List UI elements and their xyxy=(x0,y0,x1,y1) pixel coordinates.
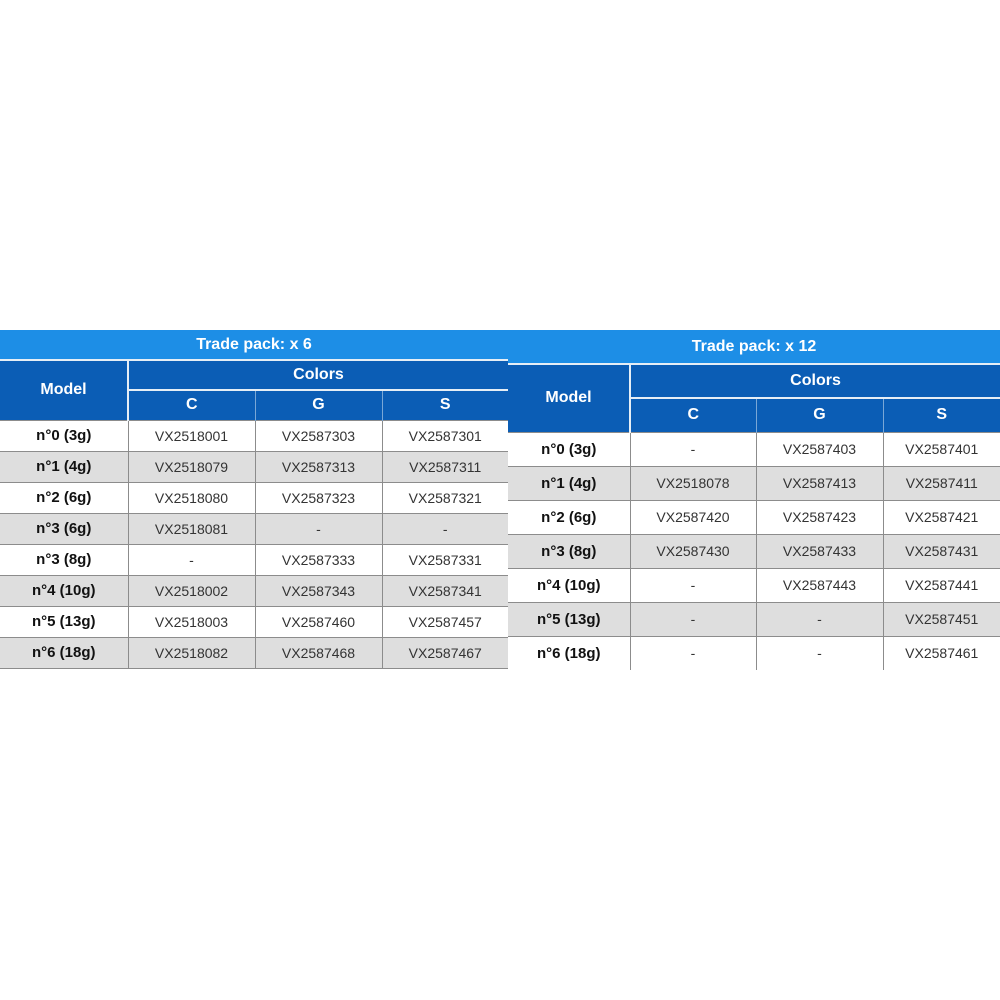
sku-cell: - xyxy=(630,432,756,466)
model-cell: n°3 (8g) xyxy=(508,534,630,568)
table-row xyxy=(0,513,508,544)
model-cell: n°4 (10g) xyxy=(0,575,128,606)
sku-cell: - xyxy=(630,636,756,670)
sku-cell: VX2587411 xyxy=(883,466,1000,500)
sku-cell: VX2518079 xyxy=(128,451,255,482)
sku-cell: VX2587423 xyxy=(756,500,883,534)
colors-header: Colors xyxy=(630,364,1000,398)
sku-cell: VX2518080 xyxy=(128,482,255,513)
model-header: Model xyxy=(508,364,630,432)
color-column-g: G xyxy=(756,398,883,432)
sku-cell: VX2587443 xyxy=(756,568,883,602)
model-cell: n°0 (3g) xyxy=(508,432,630,466)
sku-cell: VX2587460 xyxy=(255,606,382,637)
color-column-c: C xyxy=(630,398,756,432)
table-row xyxy=(0,451,508,482)
sku-cell: VX2587431 xyxy=(883,534,1000,568)
model-cell: n°6 (18g) xyxy=(508,636,630,670)
table-row xyxy=(508,602,1000,636)
model-cell: n°5 (13g) xyxy=(508,602,630,636)
table-row xyxy=(0,606,508,637)
sku-cell: VX2518002 xyxy=(128,575,255,606)
sku-cell: VX2587321 xyxy=(382,482,508,513)
model-cell: n°1 (4g) xyxy=(508,466,630,500)
color-column-s: S xyxy=(382,390,508,420)
sku-cell: VX2518001 xyxy=(128,420,255,451)
sku-cell: VX2587441 xyxy=(883,568,1000,602)
model-header: Model xyxy=(0,360,128,420)
sku-cell: VX2587451 xyxy=(883,602,1000,636)
sku-cell: - xyxy=(255,513,382,544)
model-cell: n°5 (13g) xyxy=(0,606,128,637)
sku-cell: VX2587430 xyxy=(630,534,756,568)
sku-cell: VX2587333 xyxy=(255,544,382,575)
sku-cell: VX2587413 xyxy=(756,466,883,500)
sku-cell: VX2587311 xyxy=(382,451,508,482)
sku-cell: VX2518081 xyxy=(128,513,255,544)
color-column-c: C xyxy=(128,390,255,420)
trade-pack-12-table xyxy=(508,330,1000,670)
sku-cell: - xyxy=(128,544,255,575)
sku-cell: VX2587301 xyxy=(382,420,508,451)
sku-cell: VX2587303 xyxy=(255,420,382,451)
colors-header: Colors xyxy=(128,360,508,390)
table-row xyxy=(0,637,508,668)
table-row xyxy=(0,544,508,575)
sku-cell: VX2587457 xyxy=(382,606,508,637)
sku-cell: VX2518082 xyxy=(128,637,255,668)
sku-cell: VX2587467 xyxy=(382,637,508,668)
table-row xyxy=(508,568,1000,602)
sku-cell: VX2518078 xyxy=(630,466,756,500)
model-cell: n°3 (6g) xyxy=(0,513,128,544)
table-row xyxy=(508,636,1000,670)
sku-cell: VX2587341 xyxy=(382,575,508,606)
sku-cell: VX2587468 xyxy=(255,637,382,668)
color-column-g: G xyxy=(255,390,382,420)
trade-pack-6-table xyxy=(0,330,508,669)
sku-cell: VX2587403 xyxy=(756,432,883,466)
sku-cell: VX2587401 xyxy=(883,432,1000,466)
sku-cell: - xyxy=(756,636,883,670)
sku-cell: VX2587313 xyxy=(255,451,382,482)
table-title: Trade pack: x 12 xyxy=(508,330,1000,364)
sku-cell: VX2518003 xyxy=(128,606,255,637)
color-column-s: S xyxy=(883,398,1000,432)
model-cell: n°3 (8g) xyxy=(0,544,128,575)
model-cell: n°1 (4g) xyxy=(0,451,128,482)
table-title: Trade pack: x 6 xyxy=(0,330,508,360)
sku-cell: VX2587421 xyxy=(883,500,1000,534)
table-row xyxy=(508,500,1000,534)
model-cell: n°2 (6g) xyxy=(508,500,630,534)
table-row xyxy=(508,432,1000,466)
sku-cell: VX2587461 xyxy=(883,636,1000,670)
sku-cell: VX2587420 xyxy=(630,500,756,534)
sku-cell: - xyxy=(630,602,756,636)
model-cell: n°2 (6g) xyxy=(0,482,128,513)
sku-cell: VX2587331 xyxy=(382,544,508,575)
table-row xyxy=(508,534,1000,568)
model-cell: n°4 (10g) xyxy=(508,568,630,602)
sku-cell: - xyxy=(630,568,756,602)
sku-cell: VX2587433 xyxy=(756,534,883,568)
sku-cell: - xyxy=(382,513,508,544)
table-row xyxy=(508,466,1000,500)
table-row xyxy=(0,482,508,513)
sku-cell: - xyxy=(756,602,883,636)
sku-cell: VX2587323 xyxy=(255,482,382,513)
table-row xyxy=(0,575,508,606)
model-cell: n°6 (18g) xyxy=(0,637,128,668)
table-row xyxy=(0,420,508,451)
sku-cell: VX2587343 xyxy=(255,575,382,606)
model-cell: n°0 (3g) xyxy=(0,420,128,451)
